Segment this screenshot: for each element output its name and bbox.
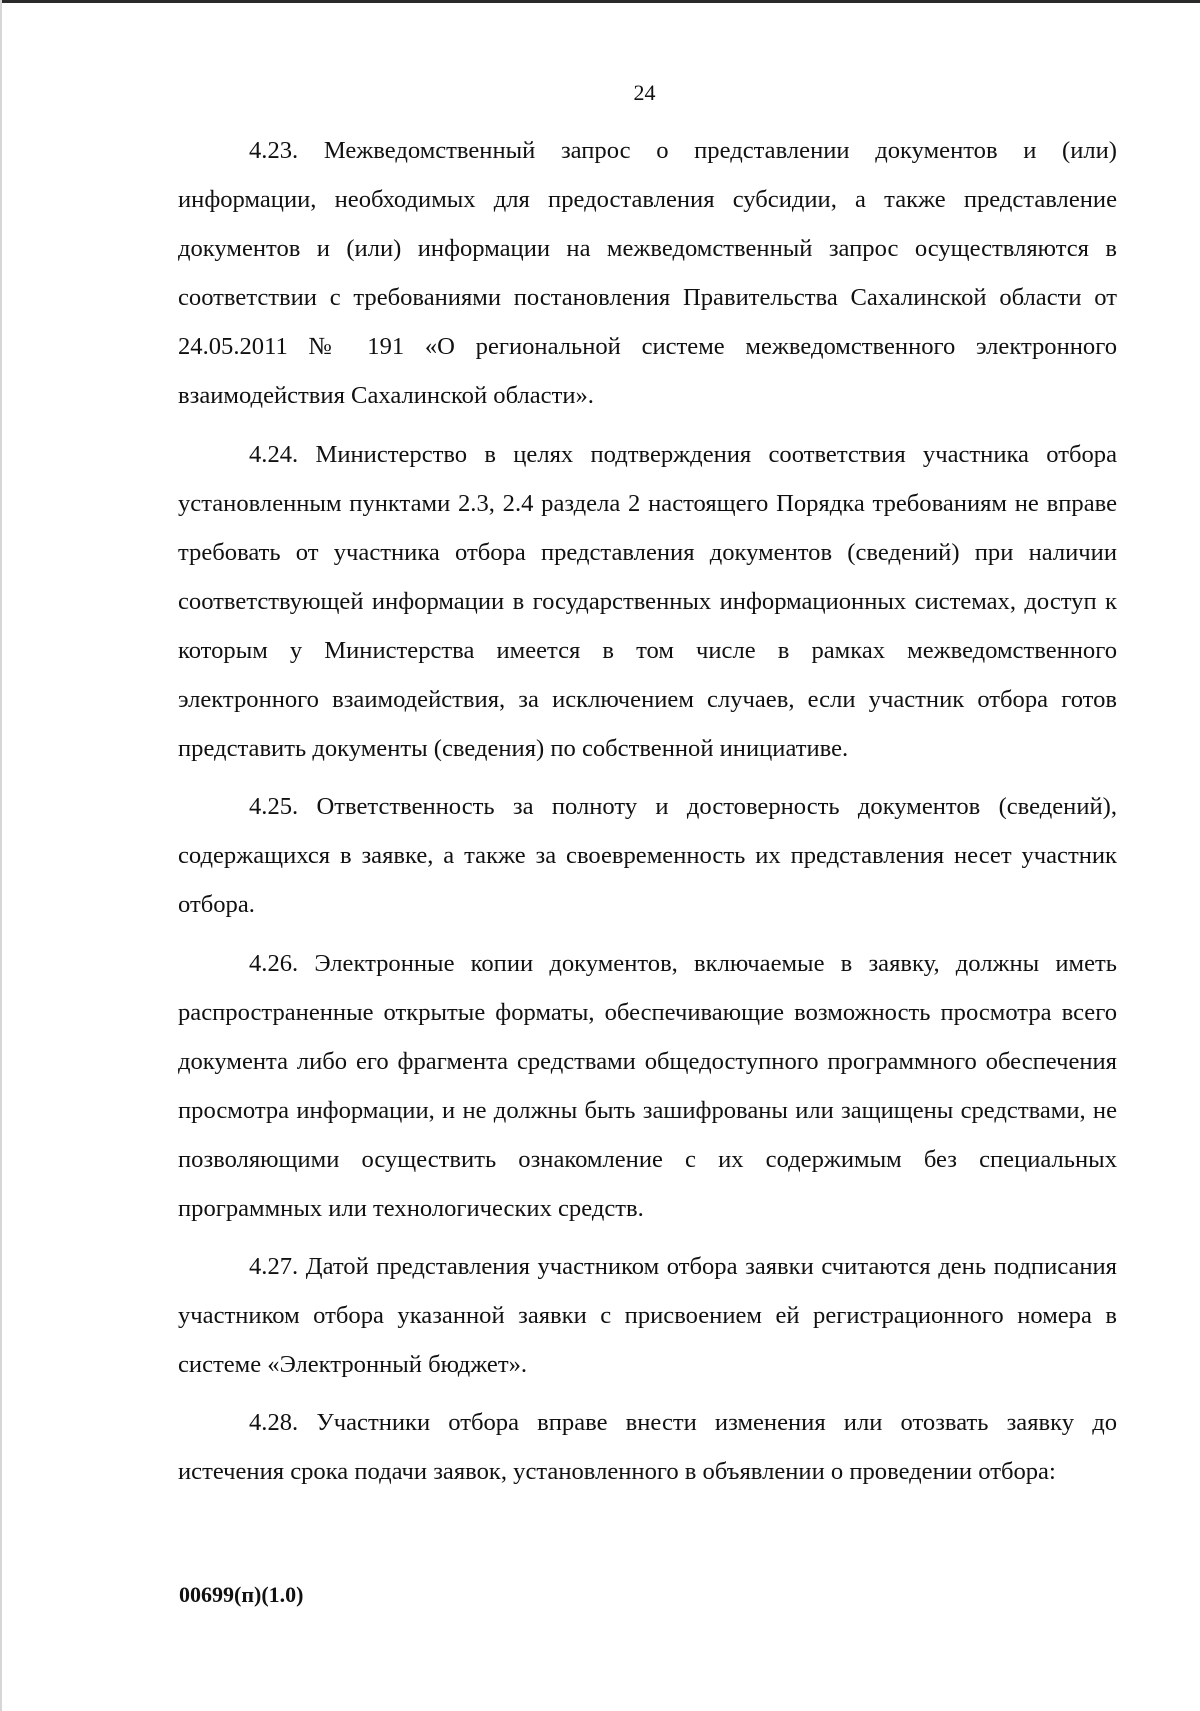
paragraph-4-25: 4.25. Ответственность за полноту и достоверность документов (сведений), содержащихся в заявке, а также за своевременность их представления несет участник отбора. [178, 793, 1117, 919]
document-body [178, 126, 1117, 1497]
document-code: 00699(п)(1.0) [179, 1582, 304, 1607]
paragraph-4-27: 4.27. Датой представления участником отбора заявки считаются день подписания участником отбора указанной заявки с присвоением ей регистрационного номера в системе «Электронный бюджет». [178, 1253, 1117, 1379]
paragraph-4-28: 4.28. Участники отбора вправе внести изменения или отозвать заявку до истечения срока подачи заявок, установленного в объявлении о проведении отбора: [178, 1409, 1117, 1486]
paragraph-4-26: 4.26. Электронные копии документов, включаемые в заявку, должны иметь распространенные открытые форматы, обеспечивающие возможность просмотра всего документа либо его фрагмента средствами общедоступного программного обеспечения просмотра информации, и не должны быть зашифрованы или защищены средствами, не позволяющими осуществить ознакомление с их содержимым без специальных программных или технологических средств. [178, 949, 1117, 1222]
page-number: 24 [633, 80, 656, 105]
scan-top-border [0, 0, 1200, 3]
paragraph-4-24: 4.24. Министерство в целях подтверждения соответствия участника отбора установленным пунктами 2.3, 2.4 раздела 2 настоящего Порядка требованиям не вправе требовать от участника отбора представления документов (сведений) при наличии соответствующей информации в государственных информационных системах, доступ к которым у Министерства имеется в том числе в рамках межведомственного электронного взаимодействия, за исключением случаев, если участник отбора готов представить документы (сведения) по собственной инициативе. [178, 440, 1117, 763]
paragraph-4-23: 4.23. Межведомственный запрос о представлении документов и (или) информации, необходимых для предоставления субсидии, а также представление документов и (или) информации на межведомственный запрос осуществляются в соответствии с требованиями постановления Правительства Сахалинской области от 24.05.2011 № 191 «О региональной системе межведомственного электронного взаимодействия Сахалинской области». [178, 137, 1117, 410]
scan-left-border [0, 0, 2, 1711]
